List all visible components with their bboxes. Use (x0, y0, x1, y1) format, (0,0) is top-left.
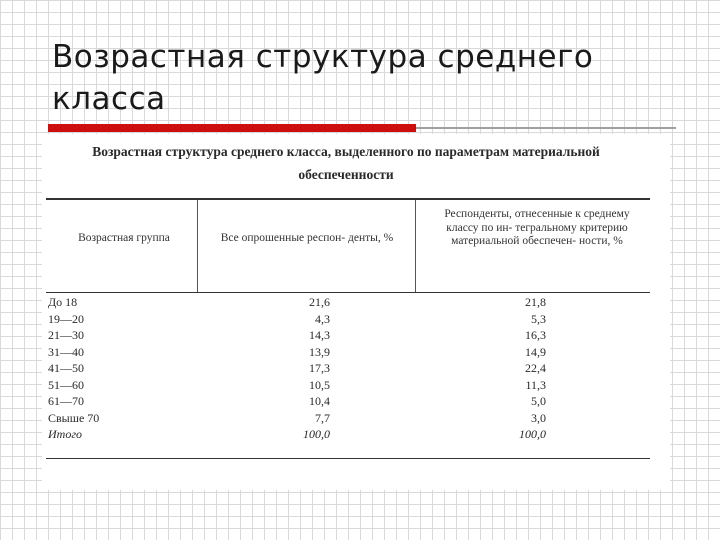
cell-all: 10,4 (309, 394, 330, 408)
cell-age: 51—60 (48, 377, 84, 392)
cell-middle: 21,8 (525, 295, 546, 309)
cell-all: 7,7 (315, 410, 330, 425)
cell-age: До 18 (48, 295, 78, 309)
cell-middle: 11,3 (525, 377, 546, 392)
header-age-group: Возрастная группа (78, 232, 170, 244)
cell-all: 13,9 (309, 344, 330, 359)
header-bottom-rule (46, 292, 650, 293)
cell-all: 4,3 (315, 311, 330, 326)
header-middle-class-respondents: Респонденты, отнесенные к среднему классу по ин- тегральному критерию материальной обеспечен- ности, % (444, 208, 630, 247)
table-top-rule (46, 198, 650, 200)
cell-age: 31—40 (48, 344, 84, 359)
cell-age-total: Итого (48, 427, 83, 441)
cell-age: 61—70 (48, 394, 84, 408)
cell-age: 19—20 (48, 311, 84, 326)
cell-middle: 14,9 (525, 344, 546, 359)
header-all-respondents: Все опрошенные респон- денты, % (220, 232, 394, 244)
title-accent-line (416, 127, 676, 129)
cell-all: 17,3 (309, 361, 330, 375)
cell-all: 21,6 (309, 295, 330, 309)
cell-all: 10,5 (309, 377, 330, 392)
cell-middle: 5,0 (531, 394, 546, 408)
table-bottom-rule (46, 458, 650, 459)
cell-age: 21—30 (48, 328, 84, 342)
cell-all-total: 100,0 (303, 427, 330, 441)
header-divider-1 (197, 200, 198, 292)
column-all-respondents (200, 294, 330, 443)
column-middle-class (346, 294, 546, 443)
title-accent-bar (48, 124, 416, 132)
cell-middle: 3,0 (531, 410, 546, 425)
cell-middle: 5,3 (531, 311, 546, 326)
cell-all: 14,3 (309, 328, 330, 342)
slide-title: Возрастная структура среднего класса (52, 39, 594, 117)
header-divider-2 (415, 200, 416, 292)
column-age-group (48, 294, 198, 443)
cell-middle: 16,3 (525, 328, 546, 342)
table-caption: Возрастная структура среднего класса, выделенного по параметрам материальной обеспеченности (92, 144, 600, 182)
cell-age: 41—50 (48, 361, 84, 375)
cell-middle-total: 100,0 (519, 427, 546, 441)
cell-middle: 22,4 (525, 361, 546, 375)
cell-age: Свыше 70 (48, 410, 100, 425)
scanned-table-image (42, 134, 670, 490)
